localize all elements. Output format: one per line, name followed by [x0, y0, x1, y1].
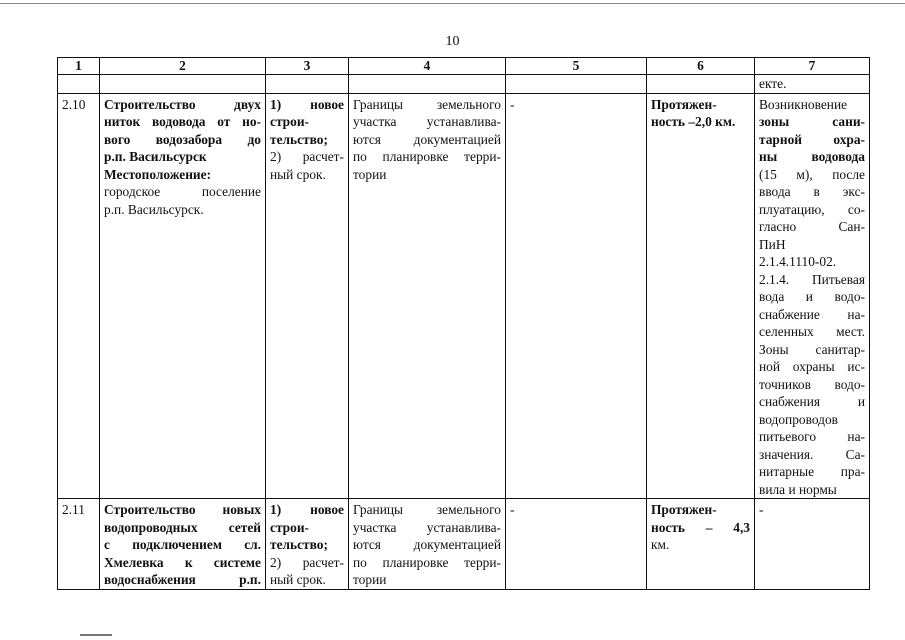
zone-line: точников водо- [759, 376, 865, 392]
zone-line: водопроводов [759, 411, 838, 427]
boundary-line: Границы земельного [353, 96, 501, 112]
type-line: 1) новое [270, 502, 344, 517]
type-line: тельство; [270, 537, 328, 552]
boundary-line: участка устанавлива- [353, 519, 501, 535]
zone-line: снабжения и [759, 394, 865, 409]
object-line: ниток водовода от но- [104, 114, 261, 129]
zone-line: вила и нормы [759, 481, 837, 497]
header-col-5: 5 [506, 58, 647, 75]
top-rule [0, 3, 905, 4]
object-line: водопроводных сетей [104, 519, 261, 535]
col5-dash: - [510, 96, 515, 112]
length-line: Протяжен- [651, 96, 717, 112]
boundary-line: тории [353, 572, 387, 587]
zone-line: селенных мест. [759, 324, 865, 339]
zone-line: ны водовода [759, 149, 865, 164]
zone-line: тарной охра- [759, 131, 865, 147]
zone-line: ной охраны ис- [759, 359, 865, 374]
zone-line: 2.1.4. Питьевая [759, 271, 865, 287]
col5-dash: - [510, 502, 515, 517]
location-line: городское поселение [104, 184, 261, 199]
zone-line: значения. Са- [759, 446, 865, 462]
cont-cell [647, 75, 755, 94]
col5-cell [506, 499, 647, 590]
boundary-line: Границы земельного [353, 502, 501, 517]
table-row [58, 93, 870, 499]
header-col-7: 7 [755, 58, 870, 75]
zone-line: ввода в экс- [759, 184, 865, 199]
boundary-line: по планировке терри- [353, 554, 501, 570]
length-cell [647, 499, 755, 590]
boundary-line: ются документацией [353, 131, 501, 147]
zone-line: ПиН [759, 236, 786, 252]
cont-cell [100, 75, 266, 94]
zone-line: Возникновение [759, 96, 848, 112]
type-line: тельство; [270, 131, 328, 147]
boundary-line: участка устанавлива- [353, 114, 501, 129]
zone-dash: - [759, 502, 764, 517]
object-line: водоснабжения р.п. [104, 572, 261, 587]
cont-cell [506, 75, 647, 94]
object-line: с подключением сл. [104, 537, 261, 552]
location-label: Местоположение: [104, 166, 212, 182]
boundary-cell [349, 499, 506, 590]
zone-cell [755, 499, 870, 590]
object-line: Строительство двух [104, 96, 261, 112]
object-line: Строительство новых [104, 502, 261, 517]
header-row [58, 58, 870, 75]
term-line: ный срок. [270, 166, 326, 182]
boundary-line: тории [353, 166, 387, 182]
object-line: вого водозабора до [104, 131, 261, 147]
row-number [58, 93, 100, 499]
type-line: 1) новое [270, 96, 344, 112]
zone-line: (15 м), после [759, 166, 865, 182]
zone-line: нитарные пра- [759, 464, 865, 479]
cont-cell [58, 75, 100, 94]
length-line: км. [651, 537, 670, 552]
header-col-4: 4 [349, 58, 506, 75]
header-col-3: 3 [266, 58, 349, 75]
type-line: строи- [270, 114, 310, 129]
location-line: р.п. Васильсурск. [104, 201, 204, 217]
length-line: ность – 4,3 [651, 519, 750, 535]
zone-line: 2.1.4.1110-02. [759, 254, 837, 269]
length-line: ность –2,0 км. [651, 114, 736, 129]
row-number-text: 2.11 [62, 502, 85, 517]
length-line: Протяжен- [651, 502, 717, 517]
zone-line: плуатацию, со- [759, 201, 865, 217]
type-line: строи- [270, 519, 310, 535]
zone-cell [755, 93, 870, 499]
page-number: 10 [445, 34, 460, 49]
zone-line: Зоны санитар- [759, 341, 865, 357]
zone-line: снабжение на- [759, 306, 865, 322]
cont-cell [349, 75, 506, 94]
object-line: Хмелевка к системе [104, 554, 261, 570]
row-number-text: 2.10 [62, 96, 86, 112]
boundary-line: ются документацией [353, 537, 501, 552]
length-cell [647, 93, 755, 499]
term-line: 2) расчет- [270, 149, 344, 164]
object-cell [100, 93, 266, 499]
row-number [58, 499, 100, 590]
term-line: ный срок. [270, 572, 326, 587]
boundary-cell [349, 93, 506, 499]
continuation-row [58, 75, 870, 94]
type-cell [266, 499, 349, 590]
bottom-mark [80, 634, 112, 636]
term-line: 2) расчет- [270, 554, 344, 570]
type-cell [266, 93, 349, 499]
col5-cell [506, 93, 647, 499]
object-cell [100, 499, 266, 590]
table-row [58, 499, 870, 590]
boundary-line: по планировке терри- [353, 149, 501, 164]
document-table [57, 57, 870, 590]
cont-cell [266, 75, 349, 94]
zone-line: гласно Сан- [759, 219, 865, 234]
zone-line: зоны сани- [759, 114, 865, 129]
header-col-2: 2 [100, 58, 266, 75]
header-col-1: 1 [58, 58, 100, 75]
header-col-6: 6 [647, 58, 755, 75]
object-line: р.п. Васильсурск [104, 149, 207, 164]
zone-line: вода и водо- [759, 289, 865, 304]
zone-line: питьевого на- [759, 429, 865, 444]
continuation-text: екте. [755, 75, 870, 94]
